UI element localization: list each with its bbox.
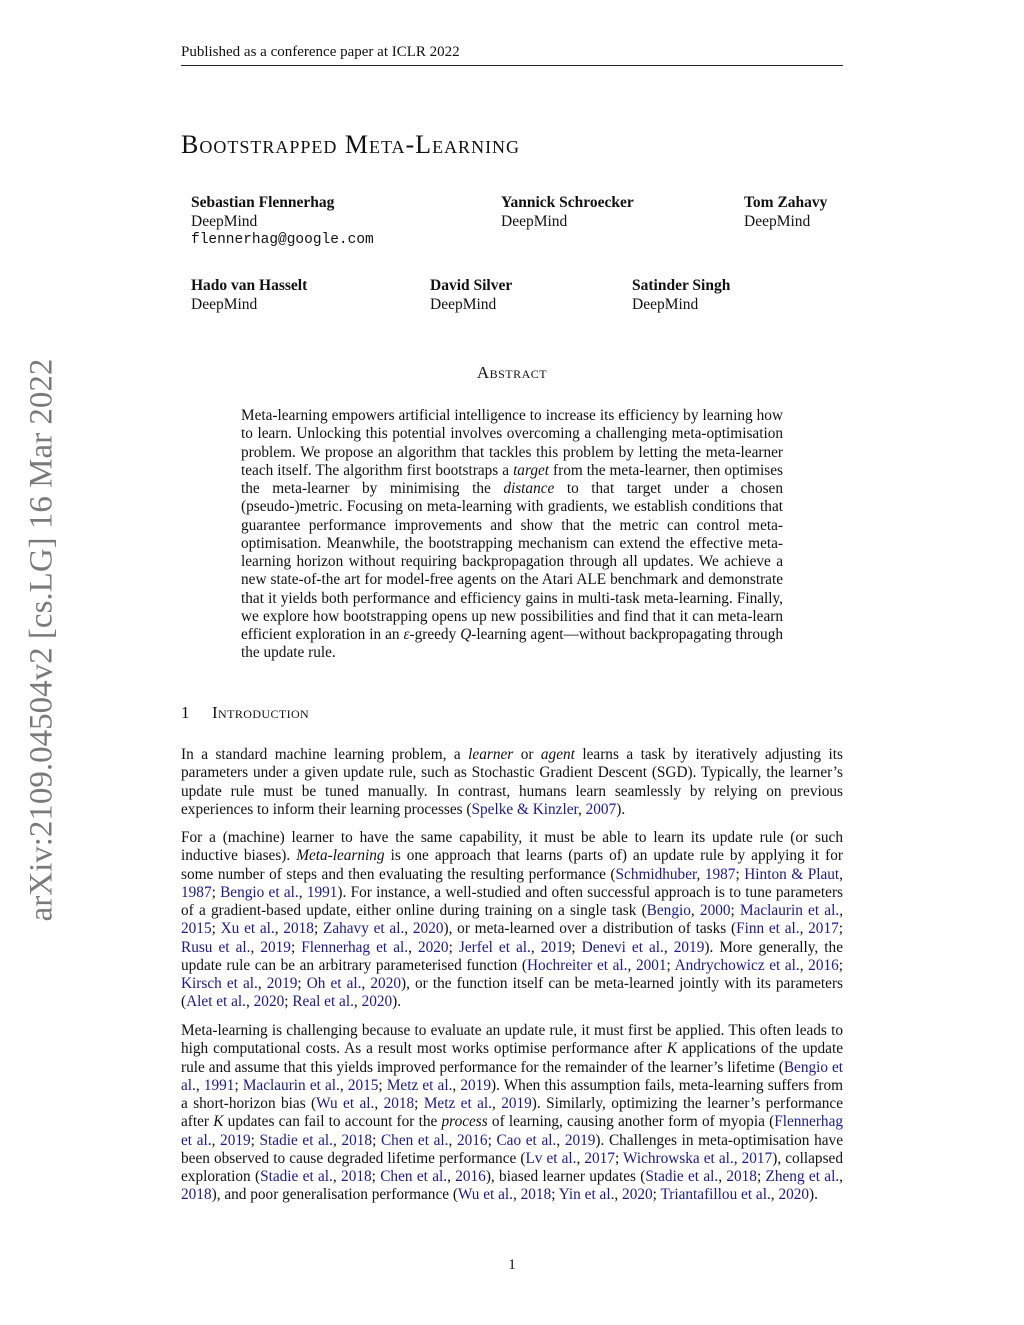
body-text: , [353, 993, 362, 1011]
body-text: ). More generally, the update rule can be an arbitrary parameterised function ( [181, 938, 843, 974]
body-text: , [448, 1131, 457, 1149]
body-text: ; [730, 902, 740, 919]
citation-link[interactable]: 2016 [455, 1168, 486, 1185]
citation-link[interactable]: 2017 [741, 1149, 773, 1167]
body-text: ; [448, 938, 459, 956]
citation-link[interactable]: 2019 [673, 938, 705, 956]
author-block [430, 277, 512, 314]
citation-link[interactable]: Jerfel et al. [458, 938, 531, 956]
body-text: updates can fail to account for the [223, 1113, 442, 1131]
citation-link[interactable]: Kirsch et al. [181, 975, 258, 992]
running-header: Published as a conference paper at ICLR 2022 [181, 44, 460, 60]
body-text: ; [371, 1168, 381, 1185]
citation-link[interactable]: 2020 [412, 920, 444, 938]
body-text: , [839, 1168, 843, 1185]
author-name: Hado van Hasselt [191, 277, 308, 294]
section-heading [181, 703, 309, 723]
body-text: ; [838, 920, 843, 938]
body-text: Meta-learning empowers artificial intelligence to increase its efficiency by learning how to learn. Unlocking this potential involves overcoming a challenging meta-optimisation problem. We propose an algorithm that tackles this problem by letting the meta-learner teach itself. The algorithm first bootstraps a [241, 407, 783, 479]
body-text: ; [551, 1186, 559, 1204]
citation-link[interactable]: 2017 [808, 920, 839, 938]
body-text: , [696, 865, 705, 883]
citation-link[interactable]: 2018 [726, 1168, 757, 1185]
body-text: For a (machine) learner to have the same capability, it must be able to learn its update rule (or such inductive biases). [181, 829, 843, 865]
body-text: , [361, 975, 371, 992]
body-text: ; [666, 956, 675, 974]
body-text: ; [378, 1076, 387, 1094]
body-text: , [839, 902, 844, 919]
citation-link[interactable]: 2020 [622, 1186, 653, 1204]
body-text: , [408, 938, 418, 956]
header-rule [181, 65, 843, 66]
author-affiliation: DeepMind [430, 295, 497, 313]
citation-link[interactable]: 2020 [361, 993, 393, 1011]
body-text: ; [284, 993, 293, 1011]
body-text: In a standard machine learning problem, a [181, 746, 469, 763]
citation-link[interactable]: Spelke & Kinzler [471, 800, 578, 818]
author-affiliation: DeepMind [501, 212, 568, 230]
body-text: , [404, 920, 413, 938]
body-text: ). When this assumption fails, meta-learning suffers from a short-horizon bias ( [181, 1076, 844, 1112]
body-text: , [733, 1149, 742, 1167]
citation-link[interactable]: 2007 [585, 800, 617, 818]
citation-link[interactable]: Stadie et al. [645, 1168, 719, 1185]
author-affiliation: DeepMind [744, 212, 811, 230]
body-text: , [246, 993, 254, 1011]
citation-link[interactable]: 2017 [584, 1149, 615, 1167]
citation-link[interactable]: Andrychowicz et al. [674, 956, 800, 974]
citation-link[interactable]: 2016 [456, 1131, 488, 1149]
citation-link[interactable]: 2018 [341, 1168, 372, 1185]
emphasis-text: distance [503, 480, 555, 497]
emphasis-text: agent [540, 746, 575, 763]
body-text: ), or the function itself can be meta-learned jointly with its parameters ( [181, 975, 844, 1011]
body-text: , [512, 1186, 521, 1204]
arxiv-identifier: arXiv:2109.04504v2 [cs.LG] 16 Mar 2022 [23, 358, 60, 922]
citation-link[interactable]: 2018 [181, 1186, 212, 1204]
emphasis-text: process [441, 1113, 488, 1131]
citation-link[interactable]: Rusu et al. [181, 938, 251, 956]
author-affiliation: DeepMind [632, 295, 699, 313]
citation-link[interactable]: 2015 [347, 1076, 379, 1094]
body-text: , [556, 1131, 565, 1149]
citation-link[interactable]: 2015 [181, 920, 212, 938]
page-number: 1 [508, 1257, 516, 1273]
body-text: , [339, 1076, 348, 1094]
citation-link[interactable]: 2019 [540, 938, 572, 956]
citation-link[interactable]: Flennerhag et al. [301, 938, 409, 956]
citation-link[interactable]: Wichrowska et al. [623, 1149, 734, 1167]
body-text: applications of the update rule and assume that this yields improved performance for the remainder of the learner’s lifetime ( [181, 1040, 843, 1076]
citation-link[interactable]: Yin et al. [558, 1186, 615, 1204]
emphasis-text: ε [403, 626, 410, 643]
citation-link[interactable]: 2019 [266, 975, 298, 992]
body-text: , [718, 1168, 727, 1185]
body-text: or [513, 746, 541, 763]
body-text: ; [414, 1095, 424, 1112]
body-text: ). [392, 993, 402, 1011]
paper-title: Bootstrapped Meta-Learning [181, 130, 521, 159]
body-text: ), and poor generalisation performance ( [211, 1186, 458, 1204]
intro-paragraph [181, 829, 843, 1012]
body-text: ; [211, 920, 221, 938]
body-text: ). Challenges in meta-optimisation have been observed to cause degraded lifetime performance ( [181, 1131, 843, 1167]
citation-link[interactable]: 2018 [341, 1131, 373, 1149]
body-text: , [333, 1131, 342, 1149]
body-text: , [577, 800, 586, 818]
citation-link[interactable]: 2016 [808, 956, 839, 974]
citation-link[interactable]: 2020 [778, 1186, 810, 1204]
emphasis-text: K [666, 1040, 678, 1058]
body-text: , [332, 1168, 342, 1185]
citation-link[interactable]: Schmidhuber [615, 865, 697, 883]
body-text: , [374, 1095, 384, 1112]
body-text: ; [290, 938, 302, 956]
citation-link[interactable]: Metz et al. [423, 1095, 492, 1112]
body-text: ; [614, 1149, 623, 1167]
citation-link[interactable]: 2020 [370, 975, 401, 992]
emphasis-text: K [213, 1113, 224, 1131]
citation-link[interactable]: Lv et al. [525, 1149, 577, 1167]
author-affiliation: DeepMind [191, 212, 258, 230]
body-text: , [211, 1131, 221, 1149]
body-text: ; [297, 975, 307, 992]
body-text: ). Similarly, optimizing the learner’s performance after [181, 1095, 843, 1131]
body-text: Meta-learning is challenging because to evaluate an update rule, it must first be applied. This often leads to high computational costs. As a result most works optimise performance after [181, 1022, 843, 1058]
citation-link[interactable]: 2000 [699, 902, 731, 919]
citation-link[interactable]: Bengio [646, 902, 691, 919]
body-text: , [257, 975, 267, 992]
citation-link[interactable]: Denevi et al. [581, 938, 664, 956]
author-block [632, 277, 730, 314]
body-text: of learning, causing another form of myopia ( [487, 1113, 775, 1131]
author-email[interactable]: flennerhag@google.com [191, 232, 374, 248]
abstract-body [241, 407, 783, 663]
body-text: -greedy [409, 626, 461, 643]
citation-link[interactable]: 2001 [635, 956, 667, 974]
citation-link[interactable]: Wu et al. [457, 1186, 513, 1204]
citation-link[interactable]: Stadie et al. [260, 1168, 333, 1185]
abstract-heading: Abstract [476, 363, 548, 382]
body-text: to that target under a chosen (pseudo-)metric. Focusing on meta-learning with gradients, we establish conditions that guarantee performance improvements and show that the metric can control meta-optimisation. Meanwhile, the bootstrapping mechanism can extend the effective meta-learning horizon without requiring backpropagation through all updates. We achieve a new state-of-the art for model-free agents on the Atari ALE benchmark and demonstrate that it yields both performance and efficiency gains in multi-task meta-learning. Finally, we explore how bootstrapping opens up new possibilities and find that it can meta-learn efficient exploration in an [241, 480, 783, 643]
body-text: , [839, 865, 843, 883]
citation-link[interactable]: Maclaurin et al. [242, 1076, 340, 1094]
body-text: is one approach that learns (parts of) an update rule by applying it for some number of steps and then evaluating the resulting performance ( [181, 847, 844, 883]
citation-link[interactable]: 2020 [253, 993, 285, 1011]
body-text: , [298, 883, 307, 901]
body-text: ), or meta-learned over a distribution of tasks ( [443, 920, 737, 938]
intro-paragraph [181, 1022, 843, 1205]
citation-link[interactable]: Real et al. [292, 993, 354, 1011]
body-text: ), biased learner updates ( [485, 1168, 646, 1185]
body-text: ; [211, 883, 221, 901]
author-affiliation: DeepMind [191, 295, 258, 313]
body-text: ; [652, 1186, 661, 1204]
body-text: ). [616, 800, 626, 818]
body-text: , [452, 1076, 461, 1094]
citation-link[interactable]: 2019 [501, 1095, 532, 1112]
body-text: ; [250, 1131, 260, 1149]
body-text: , [447, 1168, 456, 1185]
body-text: , [663, 938, 674, 956]
citation-link[interactable]: 2018 [520, 1186, 552, 1204]
body-text: ; [487, 1131, 497, 1149]
citation-link[interactable]: Stadie et al. [259, 1131, 333, 1149]
body-text: , [195, 1076, 204, 1094]
section-number: 1 [181, 703, 190, 722]
body-text: , [274, 920, 284, 938]
intro-paragraph [181, 746, 843, 819]
author-name: Sebastian Flennerhag [191, 194, 335, 211]
body-text: ). For instance, a well-studied and often successful approach is to tune parameters of a gradient-based update, either online during training on a single task ( [181, 883, 843, 919]
citation-link[interactable]: 2019 [564, 1131, 596, 1149]
citation-link[interactable]: Wu et al. [316, 1095, 375, 1112]
author-block [744, 194, 827, 231]
citation-link[interactable]: Bengio et al. [220, 883, 299, 901]
author-block [191, 277, 307, 314]
citation-link[interactable]: 1987 [181, 883, 212, 901]
citation-link[interactable]: Finn et al. [736, 920, 800, 938]
citation-link[interactable]: 1991 [203, 1076, 235, 1094]
author-name: Satinder Singh [632, 277, 731, 294]
body-text: , [530, 938, 541, 956]
author-name: Yannick Schroecker [501, 194, 634, 211]
citation-link[interactable]: Xu et al. [220, 920, 275, 938]
citation-link[interactable]: Alet et al. [186, 993, 246, 1011]
body-text: , [250, 938, 261, 956]
emphasis-text: target [513, 461, 550, 479]
citation-link[interactable]: Zheng et al. [765, 1168, 840, 1185]
body-text: ; [234, 1076, 243, 1094]
body-text: ). [809, 1186, 818, 1204]
body-text: ; [756, 1168, 766, 1185]
citation-link[interactable]: Chen et al. [380, 1168, 448, 1185]
body-text: , [799, 956, 809, 974]
citation-link[interactable]: Bengio et al. [181, 1058, 843, 1094]
body-text: ), collapsed exploration ( [181, 1149, 843, 1185]
citation-link[interactable]: 2020 [417, 938, 449, 956]
body-text: , [770, 1186, 779, 1204]
emphasis-text: learner [468, 746, 514, 763]
body-text: , [576, 1149, 585, 1167]
citation-link[interactable]: 2019 [220, 1131, 251, 1149]
citation-link[interactable]: Chen et al. [380, 1131, 449, 1149]
citation-link[interactable]: Maclaurin et al. [739, 902, 840, 919]
body-text: , [690, 902, 700, 919]
body-text: ; [313, 920, 323, 938]
citation-link[interactable]: 2018 [283, 920, 314, 938]
body-text: -learning agent—without backpropagating through the update rule. [241, 626, 783, 662]
citation-link[interactable]: 2018 [383, 1095, 415, 1112]
citation-link[interactable]: Metz et al. [386, 1076, 453, 1094]
author-name: David Silver [430, 277, 513, 294]
citation-link[interactable]: Flennerhag et al. [181, 1113, 844, 1149]
section-title: Introduction [212, 703, 310, 722]
author-name: Tom Zahavy [744, 194, 828, 211]
citation-link[interactable]: 1991 [306, 883, 338, 901]
citation-link[interactable]: Triantafillou et al. [660, 1186, 771, 1204]
body-text: , [491, 1095, 502, 1112]
body-text: , [614, 1186, 623, 1204]
body-text: , [627, 956, 636, 974]
citation-link[interactable]: Hochreiter et al. [527, 956, 628, 974]
emphasis-text: Meta-learning [296, 847, 385, 865]
body-text: ; [372, 1131, 381, 1149]
citation-link[interactable]: Oh et al. [306, 975, 362, 992]
body-text: ; [838, 956, 844, 974]
body-text: , [799, 920, 809, 938]
body-text: ; [735, 865, 745, 883]
author-block [191, 194, 374, 250]
citation-link[interactable]: 2019 [260, 938, 291, 956]
body-text: learns a task by iteratively adjusting its parameters under a given update rule, such as Stochastic Gradient Descent (SGD). Typically, the learner’s update rule must be tuned manually. In contrast, humans learn seamlessly by relying on previous experiences to inform their learning processes ( [181, 746, 843, 818]
body-text: ; [571, 938, 582, 956]
body-text: from the meta-learner, then optimises the meta-learner by minimising the [241, 461, 783, 497]
citation-link[interactable]: 1987 [704, 865, 736, 883]
emphasis-text: Q [460, 626, 472, 643]
citation-link[interactable]: Zahavy et al. [322, 920, 405, 938]
author-block [501, 194, 634, 231]
citation-link[interactable]: 2019 [460, 1076, 491, 1094]
citation-link[interactable]: Hinton & Plaut [744, 865, 840, 883]
citation-link[interactable]: Cao et al. [496, 1131, 557, 1149]
